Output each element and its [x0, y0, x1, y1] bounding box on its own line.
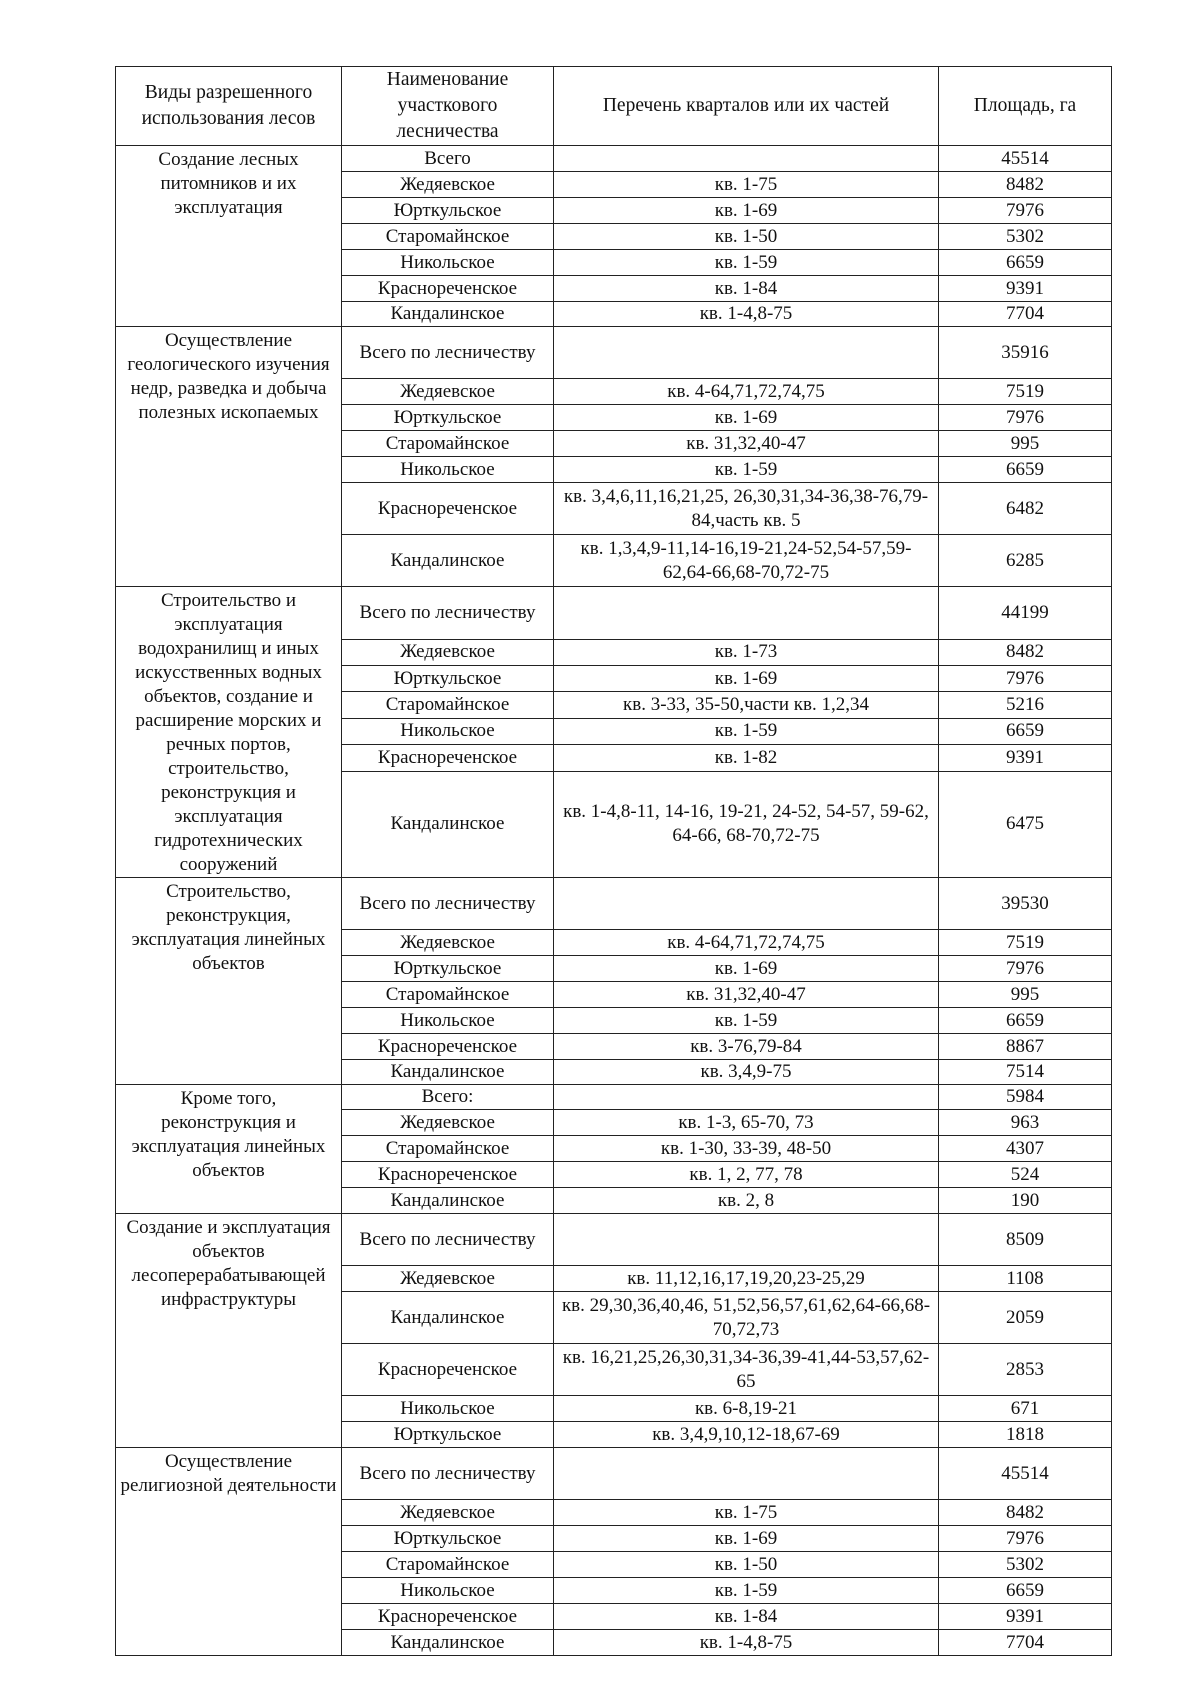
area-cell: 524 [939, 1162, 1112, 1188]
quarters-cell: кв. 1-73 [554, 639, 939, 665]
table-row [116, 587, 1112, 640]
area-cell: 6659 [939, 718, 1112, 744]
quarters-cell: кв. 2, 8 [554, 1188, 939, 1214]
forestry-cell: Всего по лесничеству [342, 1214, 554, 1266]
quarters-cell: кв. 1-4,8-11, 14-16, 19-21, 24-52, 54-57, 59-62, 64-66, 68-70,72-75 [554, 771, 939, 877]
quarters-cell: кв. 1-50 [554, 224, 939, 250]
quarters-cell: кв. 1-50 [554, 1552, 939, 1578]
forestry-cell: Старомайнское [342, 692, 554, 718]
area-cell: 671 [939, 1396, 1112, 1422]
area-cell: 995 [939, 431, 1112, 457]
use-type-cell: Строительство и эксплуатация водохранилищ и иных искусственных водных объектов, создание и расширение морских и речных портов, строительство, реконструкция и эксплуатация гидротехнических сооружений [116, 587, 342, 878]
area-cell: 5302 [939, 224, 1112, 250]
quarters-cell: кв. 1-59 [554, 718, 939, 744]
area-cell: 7976 [939, 198, 1112, 224]
forestry-cell: Краснореченское [342, 1162, 554, 1188]
quarters-cell: кв. 4-64,71,72,74,75 [554, 930, 939, 956]
table-row [116, 1085, 1112, 1110]
forestry-cell: Кандалинское [342, 535, 554, 587]
area-cell: 5302 [939, 1552, 1112, 1578]
forestry-cell: Старомайнское [342, 982, 554, 1008]
area-cell: 7704 [939, 1630, 1112, 1656]
quarters-cell [554, 327, 939, 379]
area-cell: 6482 [939, 483, 1112, 535]
quarters-cell: кв. 1-69 [554, 1526, 939, 1552]
area-cell: 995 [939, 982, 1112, 1008]
forestry-cell: Старомайнское [342, 1552, 554, 1578]
header-use: Виды разрешенного использования лесов [116, 67, 342, 146]
forestry-cell: Краснореченское [342, 483, 554, 535]
use-type-cell: Кроме того, реконструкция и эксплуатация линейных объектов [116, 1085, 342, 1214]
area-cell: 6659 [939, 250, 1112, 276]
table-row [116, 146, 1112, 172]
forestry-cell: Никольское [342, 1396, 554, 1422]
area-cell: 2853 [939, 1344, 1112, 1396]
quarters-cell: кв. 3-33, 35-50,части кв. 1,2,34 [554, 692, 939, 718]
area-cell: 2059 [939, 1292, 1112, 1344]
use-type-cell: Осуществление геологического изучения недр, разведка и добыча полезных ископаемых [116, 327, 342, 587]
forestry-cell: Юрткульское [342, 198, 554, 224]
forestry-cell: Никольское [342, 1008, 554, 1034]
quarters-cell: кв. 16,21,25,26,30,31,34-36,39-41,44-53,57,62-65 [554, 1344, 939, 1396]
quarters-cell: кв. 29,30,36,40,46, 51,52,56,57,61,62,64-66,68-70,72,73 [554, 1292, 939, 1344]
quarters-cell: кв. 31,32,40-47 [554, 982, 939, 1008]
quarters-cell: кв. 1, 2, 77, 78 [554, 1162, 939, 1188]
forestry-cell: Всего по лесничеству [342, 327, 554, 379]
forestry-cell: Всего по лесничеству [342, 587, 554, 640]
header-quarters: Перечень кварталов или их частей [554, 67, 939, 146]
quarters-cell: кв. 1-84 [554, 276, 939, 302]
header-forestry: Наименование участкового лесничества [342, 67, 554, 146]
forestry-cell: Никольское [342, 1578, 554, 1604]
area-cell: 7976 [939, 956, 1112, 982]
quarters-cell: кв. 1-75 [554, 1500, 939, 1526]
area-cell: 45514 [939, 1448, 1112, 1500]
area-cell: 7519 [939, 930, 1112, 956]
table-row [116, 1448, 1112, 1500]
table-row [116, 878, 1112, 930]
area-cell: 5216 [939, 692, 1112, 718]
quarters-cell: кв. 1-30, 33-39, 48-50 [554, 1136, 939, 1162]
forestry-cell: Кандалинское [342, 771, 554, 877]
quarters-cell: кв. 31,32,40-47 [554, 431, 939, 457]
forestry-cell: Кандалинское [342, 1630, 554, 1656]
quarters-cell [554, 1085, 939, 1110]
quarters-cell [554, 878, 939, 930]
forestry-cell: Никольское [342, 250, 554, 276]
quarters-cell: кв. 3,4,9-75 [554, 1060, 939, 1085]
quarters-cell: кв. 11,12,16,17,19,20,23-25,29 [554, 1266, 939, 1292]
quarters-cell [554, 146, 939, 172]
use-type-cell: Создание и эксплуатация объектов лесоперерабатывающей инфраструктуры [116, 1214, 342, 1448]
quarters-cell [554, 1448, 939, 1500]
forestry-cell: Кандалинское [342, 1188, 554, 1214]
forestry-cell: Краснореченское [342, 1034, 554, 1060]
area-cell: 8482 [939, 639, 1112, 665]
quarters-cell: кв. 1-69 [554, 198, 939, 224]
area-cell: 6475 [939, 771, 1112, 877]
area-cell: 9391 [939, 276, 1112, 302]
forestry-cell: Кандалинское [342, 1292, 554, 1344]
forestry-cell: Кандалинское [342, 302, 554, 327]
area-cell: 8482 [939, 172, 1112, 198]
quarters-cell: кв. 1-59 [554, 1578, 939, 1604]
forestry-cell: Всего по лесничеству [342, 1448, 554, 1500]
quarters-cell: кв. 1-4,8-75 [554, 302, 939, 327]
forestry-cell: Жедяевское [342, 1266, 554, 1292]
quarters-cell: кв. 3,4,6,11,16,21,25, 26,30,31,34-36,38-76,79-84,часть кв. 5 [554, 483, 939, 535]
area-cell: 6659 [939, 1578, 1112, 1604]
area-cell: 45514 [939, 146, 1112, 172]
area-cell: 7976 [939, 405, 1112, 431]
use-type-cell: Строительство, реконструкция, эксплуатация линейных объектов [116, 878, 342, 1085]
forestry-cell: Краснореченское [342, 745, 554, 771]
area-cell: 5984 [939, 1085, 1112, 1110]
forestry-cell: Краснореченское [342, 1344, 554, 1396]
forestry-cell: Юрткульское [342, 405, 554, 431]
area-cell: 9391 [939, 1604, 1112, 1630]
forestry-cell: Жедяевское [342, 1110, 554, 1136]
quarters-cell: кв. 3-76,79-84 [554, 1034, 939, 1060]
header-row [116, 67, 1112, 146]
quarters-cell: кв. 1-69 [554, 666, 939, 692]
quarters-cell: кв. 1-82 [554, 745, 939, 771]
forestry-cell: Кандалинское [342, 1060, 554, 1085]
table-row [116, 1214, 1112, 1266]
quarters-cell: кв. 1-75 [554, 172, 939, 198]
area-cell: 8867 [939, 1034, 1112, 1060]
area-cell: 8509 [939, 1214, 1112, 1266]
forestry-cell: Жедяевское [342, 930, 554, 956]
forestry-cell: Юрткульское [342, 956, 554, 982]
quarters-cell: кв. 1-3, 65-70, 73 [554, 1110, 939, 1136]
area-cell: 963 [939, 1110, 1112, 1136]
forestry-cell: Старомайнское [342, 1136, 554, 1162]
table-row [116, 327, 1112, 379]
forestry-cell: Старомайнское [342, 431, 554, 457]
quarters-cell: кв. 1-69 [554, 405, 939, 431]
forestry-cell: Жедяевское [342, 172, 554, 198]
forestry-cell: Жедяевское [342, 379, 554, 405]
area-cell: 6659 [939, 457, 1112, 483]
forestry-cell: Старомайнское [342, 224, 554, 250]
area-cell: 7514 [939, 1060, 1112, 1085]
quarters-cell: кв. 1-84 [554, 1604, 939, 1630]
forestry-cell: Юрткульское [342, 666, 554, 692]
quarters-cell [554, 1214, 939, 1266]
area-cell: 7704 [939, 302, 1112, 327]
forestry-cell: Юрткульское [342, 1422, 554, 1448]
use-type-cell: Создание лесных питомников и их эксплуатация [116, 146, 342, 327]
area-cell: 7976 [939, 666, 1112, 692]
area-cell: 7976 [939, 1526, 1112, 1552]
forestry-cell: Жедяевское [342, 1500, 554, 1526]
table-body [116, 146, 1112, 1656]
quarters-cell: кв. 4-64,71,72,74,75 [554, 379, 939, 405]
forestry-cell: Никольское [342, 457, 554, 483]
quarters-cell: кв. 6-8,19-21 [554, 1396, 939, 1422]
area-cell: 1818 [939, 1422, 1112, 1448]
forestry-cell: Всего по лесничеству [342, 878, 554, 930]
area-cell: 190 [939, 1188, 1112, 1214]
forestry-cell: Никольское [342, 718, 554, 744]
quarters-cell: кв. 1-59 [554, 250, 939, 276]
use-type-cell: Осуществление религиозной деятельности [116, 1448, 342, 1656]
area-cell: 6659 [939, 1008, 1112, 1034]
forestry-cell: Юрткульское [342, 1526, 554, 1552]
forestry-cell: Краснореченское [342, 276, 554, 302]
forestry-cell: Жедяевское [342, 639, 554, 665]
quarters-cell: кв. 3,4,9,10,12-18,67-69 [554, 1422, 939, 1448]
forest-use-table [115, 66, 1112, 1656]
quarters-cell: кв. 1-4,8-75 [554, 1630, 939, 1656]
area-cell: 7519 [939, 379, 1112, 405]
forestry-cell: Всего [342, 146, 554, 172]
quarters-cell: кв. 1,3,4,9-11,14-16,19-21,24-52,54-57,59-62,64-66,68-70,72-75 [554, 535, 939, 587]
forestry-cell: Краснореченское [342, 1604, 554, 1630]
quarters-cell [554, 587, 939, 640]
area-cell: 1108 [939, 1266, 1112, 1292]
area-cell: 4307 [939, 1136, 1112, 1162]
area-cell: 39530 [939, 878, 1112, 930]
area-cell: 8482 [939, 1500, 1112, 1526]
area-cell: 35916 [939, 327, 1112, 379]
area-cell: 9391 [939, 745, 1112, 771]
quarters-cell: кв. 1-59 [554, 457, 939, 483]
area-cell: 44199 [939, 587, 1112, 640]
quarters-cell: кв. 1-69 [554, 956, 939, 982]
forestry-cell: Всего: [342, 1085, 554, 1110]
quarters-cell: кв. 1-59 [554, 1008, 939, 1034]
header-area: Площадь, га [939, 67, 1112, 146]
area-cell: 6285 [939, 535, 1112, 587]
